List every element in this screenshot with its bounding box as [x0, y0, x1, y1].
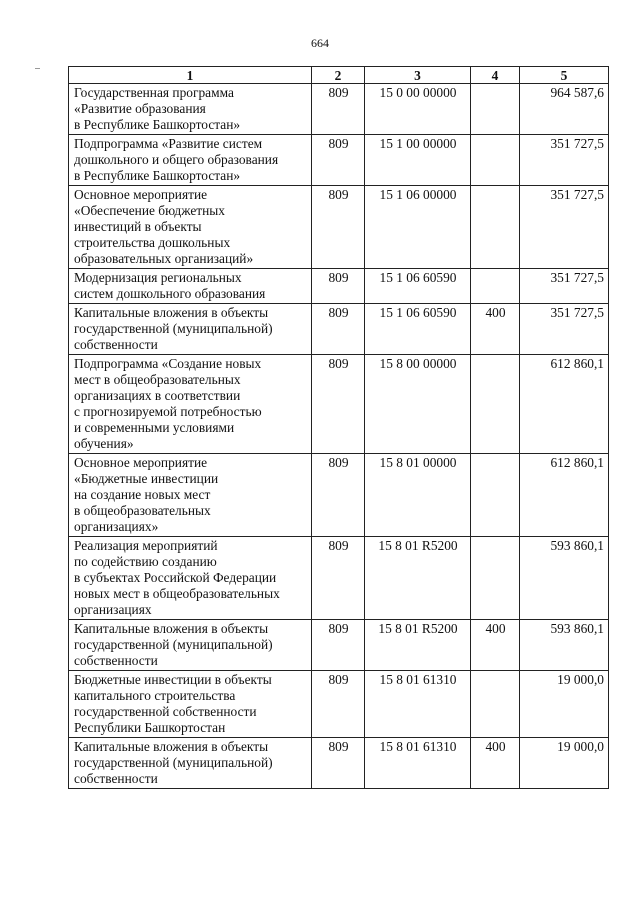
row-code: 809	[312, 135, 365, 186]
row-expense-type	[471, 537, 520, 620]
row-name	[69, 671, 312, 738]
row-name-line: Подпрограмма «Развитие систем	[74, 136, 263, 151]
row-name-line: собственности	[74, 653, 158, 668]
row-name-line: «Обеспечение бюджетных	[74, 203, 225, 218]
row-name-line: Капитальные вложения в объекты	[74, 739, 269, 754]
row-name	[69, 84, 312, 135]
row-name-line: государственной (муниципальной)	[74, 637, 273, 652]
header-row	[69, 67, 609, 84]
margin-mark	[35, 68, 40, 69]
row-expense-type: 400	[471, 738, 520, 789]
row-amount: 593 860,1	[520, 620, 609, 671]
table-row	[69, 454, 609, 537]
row-name	[69, 454, 312, 537]
row-code: 809	[312, 671, 365, 738]
row-name-line: Бюджетные инвестиции в объекты	[74, 672, 272, 687]
row-amount: 19 000,0	[520, 671, 609, 738]
row-name-line: и современными условиями	[74, 420, 235, 435]
header-col-2: 2	[312, 67, 365, 84]
table-row	[69, 269, 609, 304]
row-name-line: Капитальные вложения в объекты	[74, 621, 269, 636]
table-row	[69, 304, 609, 355]
table-row	[69, 355, 609, 454]
row-name-line: капитального строительства	[74, 688, 236, 703]
row-code: 809	[312, 84, 365, 135]
row-name-line: Республики Башкортостан	[74, 720, 226, 735]
row-name-line: мест в общеобразовательных	[74, 372, 241, 387]
row-name-line: Государственная программа	[74, 85, 234, 100]
row-target-article: 15 8 01 R5200	[365, 537, 471, 620]
row-name-line: новых мест в общеобразовательных	[74, 586, 280, 601]
row-name-line: «Развитие образования	[74, 101, 206, 116]
row-amount: 351 727,5	[520, 269, 609, 304]
row-target-article: 15 8 00 00000	[365, 355, 471, 454]
table-row	[69, 738, 609, 789]
row-amount: 593 860,1	[520, 537, 609, 620]
row-code: 809	[312, 537, 365, 620]
row-name-line: в общеобразовательных	[74, 503, 211, 518]
row-expense-type: 400	[471, 620, 520, 671]
table-row	[69, 620, 609, 671]
row-amount: 351 727,5	[520, 304, 609, 355]
row-target-article: 15 8 01 R5200	[365, 620, 471, 671]
row-expense-type	[471, 186, 520, 269]
table-row	[69, 671, 609, 738]
row-target-article: 15 1 00 00000	[365, 135, 471, 186]
row-name-line: государственной собственности	[74, 704, 257, 719]
table-body	[69, 84, 609, 789]
row-amount: 964 587,6	[520, 84, 609, 135]
row-name-line: по содействию созданию	[74, 554, 217, 569]
table-row	[69, 84, 609, 135]
row-amount: 351 727,5	[520, 135, 609, 186]
row-expense-type	[471, 269, 520, 304]
table-row	[69, 537, 609, 620]
row-expense-type	[471, 671, 520, 738]
row-name-line: в субъектах Российской Федерации	[74, 570, 277, 585]
row-name-line: Капитальные вложения в объекты	[74, 305, 269, 320]
row-code: 809	[312, 269, 365, 304]
row-name-line: в Республике Башкортостан»	[74, 117, 241, 132]
row-name	[69, 269, 312, 304]
row-name-line: государственной (муниципальной)	[74, 755, 273, 770]
row-name-line: дошкольного и общего образования	[74, 152, 279, 167]
row-code: 809	[312, 355, 365, 454]
row-target-article: 15 0 00 00000	[365, 84, 471, 135]
row-expense-type: 400	[471, 304, 520, 355]
row-name-line: Основное мероприятие	[74, 455, 208, 470]
row-code: 809	[312, 454, 365, 537]
row-expense-type	[471, 84, 520, 135]
row-expense-type	[471, 135, 520, 186]
row-code: 809	[312, 186, 365, 269]
row-name	[69, 620, 312, 671]
header-col-1: 1	[69, 67, 312, 84]
row-name-line: собственности	[74, 771, 158, 786]
table-row	[69, 135, 609, 186]
row-name-line: Реализация мероприятий	[74, 538, 218, 553]
row-name-line: образовательных организаций»	[74, 251, 254, 266]
row-target-article: 15 8 01 61310	[365, 671, 471, 738]
row-name	[69, 135, 312, 186]
row-name-line: инвестиций в объекты	[74, 219, 202, 234]
row-expense-type	[471, 454, 520, 537]
row-name-line: Основное мероприятие	[74, 187, 208, 202]
row-name-line: обучения»	[74, 436, 134, 451]
row-name	[69, 304, 312, 355]
row-target-article: 15 1 06 00000	[365, 186, 471, 269]
row-name-line: строительства дошкольных	[74, 235, 231, 250]
row-name-line: систем дошкольного образования	[74, 286, 266, 301]
row-code: 809	[312, 620, 365, 671]
header-col-5: 5	[520, 67, 609, 84]
budget-table	[68, 66, 609, 789]
row-name	[69, 186, 312, 269]
row-name	[69, 738, 312, 789]
row-name-line: в Республике Башкортостан»	[74, 168, 241, 183]
row-target-article: 15 1 06 60590	[365, 304, 471, 355]
row-name-line: государственной (муниципальной)	[74, 321, 273, 336]
row-name	[69, 537, 312, 620]
row-target-article: 15 8 01 61310	[365, 738, 471, 789]
row-amount: 19 000,0	[520, 738, 609, 789]
row-expense-type	[471, 355, 520, 454]
row-name-line: на создание новых мест	[74, 487, 211, 502]
table-row	[69, 186, 609, 269]
row-name-line: Подпрограмма «Создание новых	[74, 356, 262, 371]
row-name-line: «Бюджетные инвестиции	[74, 471, 219, 486]
row-name-line: собственности	[74, 337, 158, 352]
header-col-3: 3	[365, 67, 471, 84]
row-name-line: организациях в соответствии	[74, 388, 241, 403]
header-col-4: 4	[471, 67, 520, 84]
row-name-line: организациях	[74, 602, 152, 617]
row-name	[69, 355, 312, 454]
row-name-line: с прогнозируемой потребностью	[74, 404, 262, 419]
row-code: 809	[312, 304, 365, 355]
row-amount: 612 860,1	[520, 355, 609, 454]
row-target-article: 15 1 06 60590	[365, 269, 471, 304]
row-amount: 612 860,1	[520, 454, 609, 537]
row-code: 809	[312, 738, 365, 789]
page-number: 664	[311, 36, 329, 50]
row-amount: 351 727,5	[520, 186, 609, 269]
row-name-line: Модернизация региональных	[74, 270, 242, 285]
row-target-article: 15 8 01 00000	[365, 454, 471, 537]
row-name-line: организациях»	[74, 519, 159, 534]
